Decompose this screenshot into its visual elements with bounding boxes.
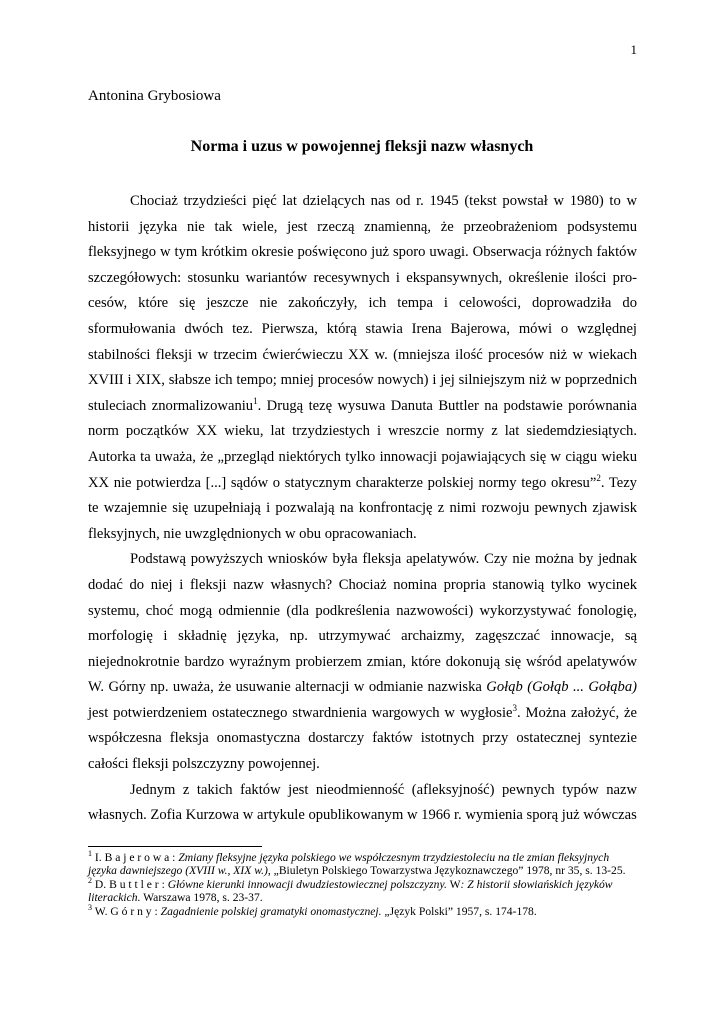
paragraph-text: jest potwierdzeniem ostatecznego stwardnienia wargowych w wygłosie [88, 704, 513, 721]
author-name: Antonina Grybosiowa [88, 88, 221, 104]
footnote-separator-text: : [158, 877, 168, 891]
footnote-ref-2: 2 [596, 472, 601, 483]
page-number: 1 [630, 42, 637, 57]
footnote-separator-text: : [169, 851, 179, 864]
paragraph-3 [88, 778, 637, 829]
paragraph-text: . Drugą tezę wysuwa Danuta Buttler na podstawie porównania norm początków XX wieku, lat trzydziestych i wreszcie normy z lat siedemdziesiątych. Autorka ta uważa, że „przegląd niektórych tylko innowacji pojawiających się w ciągu wieku XX nie potwierdza [...] sądów o statycznym charakterze polskiej normy tego okresu” [88, 397, 637, 491]
footnote-number: 1 [88, 849, 92, 859]
paragraph-text: . Można założyć, że współczesna fleksja onomastyczna dostarczy faktów istotnych przy ostatecznej syntezie całości fleksji polszczyzny powojennej. [88, 704, 637, 773]
footnote-separator [88, 846, 262, 847]
footnote-title: Zagadnienie polskiej gramatyki onomastycznej. [160, 904, 382, 918]
footnotes [88, 851, 637, 918]
italic-example: Gołąb (Gołąb ... Gołąba) [486, 679, 637, 696]
footnote-1 [88, 851, 637, 878]
footnote-rest: , „Biuletyn Polskiego Towarzystwa Językoznawczego” 1978, nr 35, s. 13-25. [267, 864, 626, 878]
footnote-2 [88, 875, 637, 905]
footnote-number: 3 [88, 902, 92, 912]
paragraph-text: Jednym z takich faktów jest nieodmienność (afleksyjność) pewnych typów nazw własnych. Zofia Kurzowa w artykule opublikowanym w 1966 r. wymienia sporą już wówczas [88, 781, 637, 824]
footnote-title-2: : Z historii słowiańskich języków literackich. [88, 877, 613, 905]
footnote-mid: W [446, 877, 461, 891]
paragraph-2 [88, 547, 637, 777]
paragraph-text: . Tezy te wzajemnie się uzupełniają i pozwalają na konfrontację z nimi rozwoju pewnych zjawisk fleksyjnych, nie uwzględnionych w obu opracowaniach. [88, 474, 637, 542]
footnote-separator-text: : [151, 904, 161, 918]
footnote-ref-3: 3 [512, 703, 518, 714]
footnote-rest: „Język Polski” 1957, s. 174-178. [381, 904, 537, 918]
footnote-rest: Warszawa 1978, s. 23-37. [140, 891, 263, 905]
footnote-author: W. G ó r n y [94, 904, 152, 918]
article-title: Norma i uzus w powojennej fleksji nazw własnych [190, 138, 534, 155]
footnote-title: Zmiany fleksyjne języka polskiego we współczesnym trzydziestoleciu na tle zmian fleksyjnych języka dawniejszego (XVIII w., XIX w.) [88, 851, 610, 878]
article-body [88, 189, 637, 829]
footnote-number: 2 [88, 875, 92, 885]
footnote-title: Główne kierunki innowacji dwudziestowiecznej polszczyzny. [167, 877, 447, 891]
footnote-ref-1: 1 [253, 395, 258, 406]
paragraph-text: Podstawą powyższych wniosków była fleksja apelatywów. Czy nie można by jednak dodać do niej i fleksji nazw własnych? Chociaż nomina propria stanowią tylko wycinek systemu, choć mogą odmiennie (dla podkreślenia nazwowości) wykorzystywać fonologię, morfologię i składnię języka, np. utrzymywać archaizmy, zagęszczać innowacje, są niejednokrotnie bardzo wyraźnym probierzem zmian, które dokonują się wśród apelatywów W. Górny np. uważa, że usuwanie alternacji w odmianie nazwiska [88, 551, 637, 696]
paragraph-text: Chociaż trzydzieści pięć lat dzielących nas od r. 1945 (tekst powstał w 1980) to w historii języka nie tak wiele, jest rzeczą znamienną, że przeobrażeniom podsystemu fleksyjnego w tym krótkim okresie poświęcono już sporo uwagi. Obserwacja różnych faktów szczegółowych: stosunku wariantów recesywnych i ekspansywnych, określenie ilości procesów, które się jeszcze nie zakończyły, ich tempa i celowości, doprowadziła do sformułowania dwóch tez. Pierwsza, którą stawia Irena Bajerowa, mówi o względnej stabilności fleksji w trzecim ćwierćwieczu XX w. (mniejsza ilość procesów niż w wiekach XVIII i XIX, słabsze ich tempo; mniej procesów nowych) i jej silniejszym niż w poprzednich stuleciach znormalizowaniu [88, 193, 637, 414]
footnote-author: D. B u t t l e r [94, 877, 159, 891]
footnote-author: I. B a j e r o w a [94, 851, 170, 864]
paragraph-1 [88, 189, 637, 547]
footnote-3 [88, 902, 637, 918]
